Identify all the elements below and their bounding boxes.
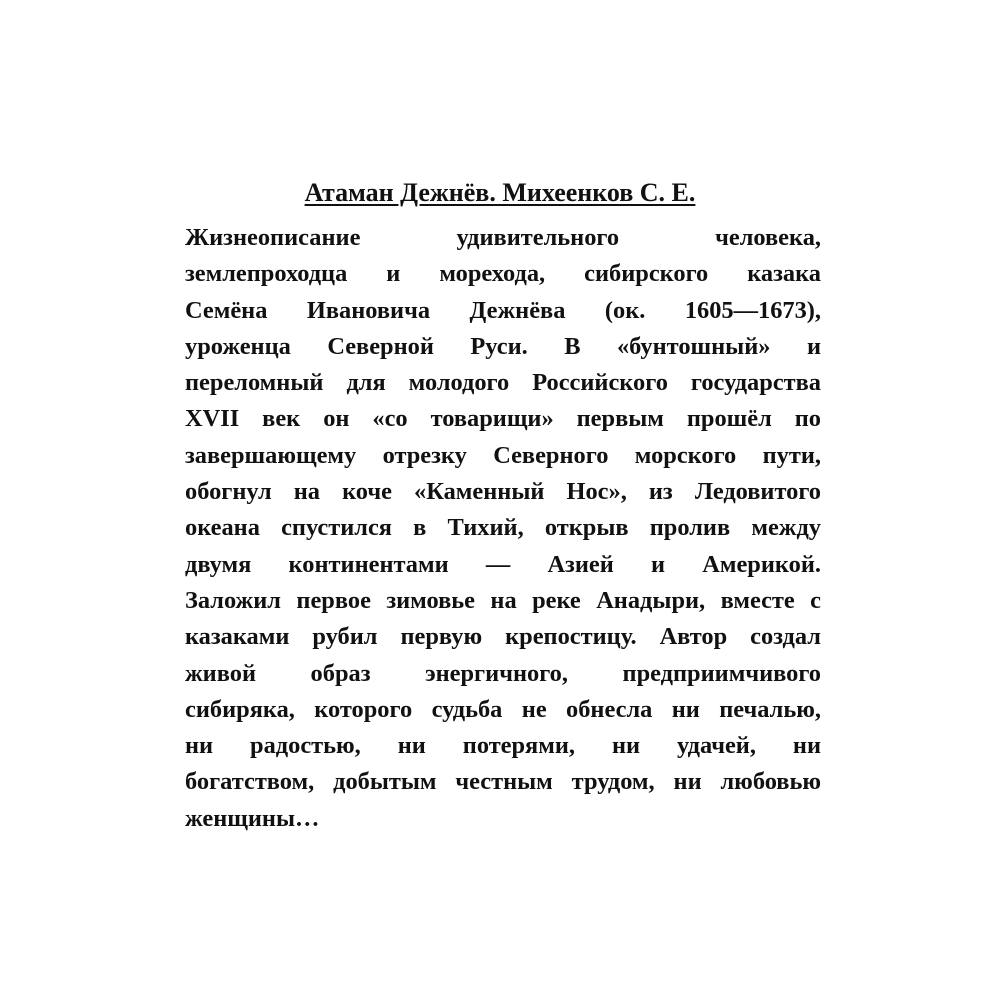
description-line: XVII век он «со товарищи» первым прошёл по <box>185 405 821 433</box>
description-line: Заложил первое зимовье на реке Анадыри, вместе с <box>185 586 821 614</box>
description-line: землепроходца и морехода, сибирского казака <box>185 260 821 288</box>
description-line: сибиряка, которого судьба не обнесла ни печалью, <box>185 695 821 723</box>
description-line: Жизнеописание удивительного человека, <box>185 224 821 251</box>
description-line: богатством, добытым честным трудом, ни любовью <box>185 768 821 796</box>
book-title-text: Атаман Дежнёв. Михеенков С. Е. <box>304 178 696 207</box>
description-line: женщины… <box>185 804 320 832</box>
description-line: обогнул на коче «Каменный Нос», из Ледовитого <box>185 478 821 506</box>
description-line: уроженца Северной Руси. В «бунтошный» и <box>185 332 821 360</box>
book-title <box>0 176 1000 210</box>
description-line: океана спустился в Тихий, открыв пролив между <box>185 514 821 542</box>
description-line: ни радостью, ни потерями, ни удачей, ни <box>185 732 821 760</box>
description-line: живой образ энергичного, предприимчивого <box>185 659 821 687</box>
book-description <box>185 220 821 837</box>
description-line: казаками рубил первую крепостицу. Автор создал <box>185 623 821 651</box>
description-line: завершающему отрезку Северного морского пути, <box>185 441 821 469</box>
description-line: двумя континентами — Азией и Америкой. <box>185 550 821 578</box>
description-line: Семёна Ивановича Дежнёва (ок. 1605—1673), <box>185 296 821 324</box>
description-line: переломный для молодого Российского государства <box>185 369 821 397</box>
